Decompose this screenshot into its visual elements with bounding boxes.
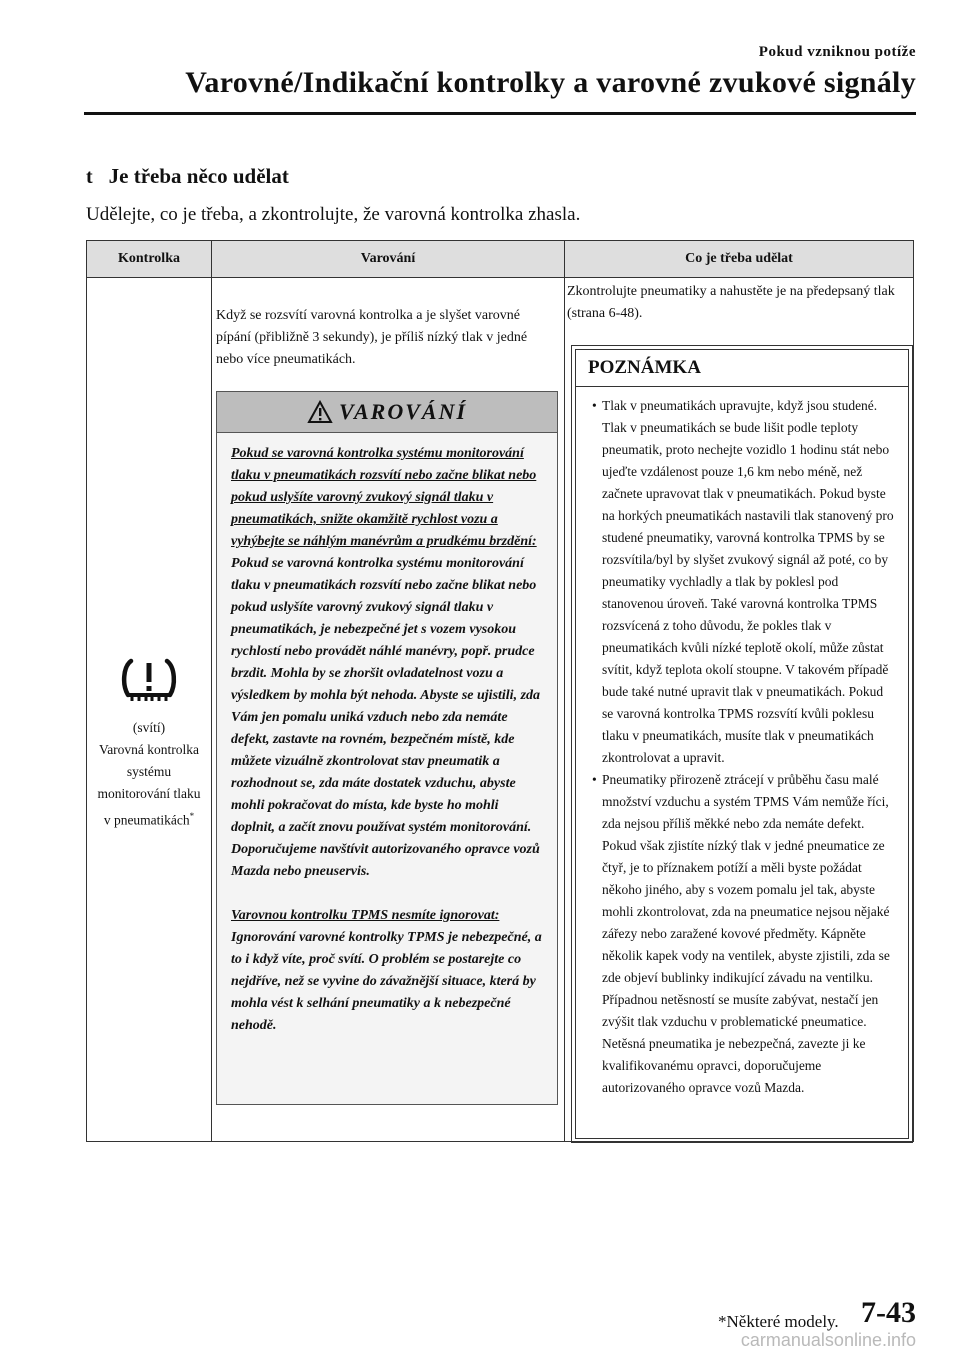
action-cell [565,277,913,1141]
warning-box-title: VAROVÁNÍ [338,399,468,424]
page-number: 7-43 [861,1296,916,1329]
tpms-warning-icon [120,657,178,703]
warning-box-body [217,433,557,1037]
indicator-line: Varovná kontrolka [98,742,200,757]
footnote-mark: * [189,811,195,821]
warning-paragraph: Pokud se varovná kontrolka systému monitorování tlaku v pneumatikách rozsvítí nebo začne blikat nebo pokud uslyšíte varovný zvukový signál tlaku v pneumatikách, je nebezpečné jet s vozem vysokou rychlostí nebo provádět náhlé manévry, popř. prudce brzdit. Mohla by se zhoršit ovladatelnost vozu a výsledkem by mohla být nehoda. Abyste se ujistili, zda Vám jen pomalu uniká vzduch nebo zda nemáte defekt, zastavte na rovném, bezpečném místě, kde můžete vizuálně zkontrolovat stav pneumatik a rozhodnout se, zda máte dostatek vzduchu, abyste mohli pokračovat do místa, kde byste ho mohli doplnit, a začít znovu používat systém monitorování. Doporučujeme navštívit autorizovaného opravce vozů Mazda nebo pneuservis. [231,556,541,879]
warning-description: Když se rozsvítí varovná kontrolka a je slyšet varovné pípání (přibližně 3 sekundy), je příliš nízký tlak v jedné nebo více pneumatikách. [216,308,528,367]
footnote: *Některé modely. [718,1312,839,1331]
title-rule [84,112,916,115]
warning-emphasis: Varovnou kontrolku TPMS nesmíte ignorovat: [231,908,500,923]
action-description: Zkontrolujte pneumatiky a nahustěte je na předepsaný tlak (strana 6-48). [567,284,895,321]
indicator-line: v pneumatikách* [103,811,195,828]
chapter-label: Pokud vzniknou potíže [758,44,916,60]
warning-triangle-icon [307,400,333,424]
watermark: carmanualsonline.info [740,1330,916,1350]
column-header-warning: Varování [360,251,416,266]
indicator-cell [87,277,211,1141]
warning-box-header [217,392,557,433]
note-box-body [576,387,908,1099]
indicator-label [89,717,209,832]
indicator-line: systému [126,764,172,779]
section-bullet: t [86,166,93,188]
note-item: • Pneumatiky přirozeně ztrácejí v průběhu času malé množství vzduchu a systém TPMS Vám nemůže říci, zda nejsou příliš měkké nebo zda nemáte defekt. Pokud však zjistíte nízký tlak v jedné pneumatice ze čtyř, je to příznakem potíží a měli byste požádat někoho jiného, aby s vozem pomalu jel tak, abyste mohli zkontrolovat, zda na pneumatice nejsou nějaké zářezy nebo zaražené kovové předměty. Kápněte několik kapek vody na ventilek, abyste zjistili, zda se zde objeví bublinky indikující závadu na ventilku. Případnou netěsností se musíte zabývat, nestačí jen zvýšit tlak vzduchu v problematické pneumatice. Netěsná pneumatika je nebezpečná, zavezte ji ke kvalifikovanému opravci, doporučujeme autorizovaného opravce vozů Mazda. [592,772,890,1095]
warning-cell [212,277,564,1141]
note-box [571,345,913,1143]
section-heading [86,164,289,189]
section-heading-text: Je třeba něco udělat [108,164,289,188]
warning-emphasis: Pokud se varovná kontrolka systému monitorování tlaku v pneumatikách rozsvítí nebo začne blikat nebo pokud uslyšíte varovný zvukový signál tlaku v pneumatikách, snižte okamžitě rychlost vozu a vyhýbejte se náhlým manévrům a prudkému brzdění: [231,446,537,549]
warning-box [216,391,558,1105]
indicator-table [86,240,914,1142]
section-intro: Udělejte, co je třeba, a zkontrolujte, že varovná kontrolka zhasla. [86,204,581,225]
indicator-line: monitorování tlaku [97,786,201,801]
note-item: • Tlak v pneumatikách upravujte, když jsou studené. Tlak v pneumatikách se bude lišit podle teploty pneumatik, proto nechejte vozidlo 1 hodinu stát nebo ujeďte vzdálenost pouze 1,6 km nebo méně, než začnete upravovat tlak v pneumatikách. Pokud byste na horkých pneumatikách nastavili tlak stanovený pro studené pneumatiky, varovná kontrolka TPMS by se rozsvítila/byl by slyšet zvukový signál až poté, co by pneumatiky vychladly a tlak by poklesl pod stanovenou úroveň. Také varovná kontrolka TPMS rozsvícená z toho důvodu, že pokles tlak v pneumatikách kvůli nízké teplotě okolí, může zůstat svítit, když teplota okolí stoupne. V takovém případě bude také nutné upravit tlak v pneumatikách. Pokud se varovná kontrolka TPMS rozsvítí kvůli poklesu tlaku v pneumatikách, musíte tlak v pneumatikách zkontrolovat a upravit. [592,398,894,765]
warning-paragraph: Ignorování varovné kontrolky TPMS je nebezpečné, a to i když víte, proč svítí. O problém se postarejte co nejdříve, než se vyvine do závažnější situace, která by mohla vést k selhání pneumatiky a k nebezpečné nehodě. [231,930,542,1033]
column-header-indicator: Kontrolka [118,251,180,266]
note-box-title: POZNÁMKA [576,350,908,387]
page-title: Varovné/Indikační kontrolky a varovné zvukové signály [185,66,916,99]
column-header-action: Co je třeba udělat [685,251,793,266]
indicator-state: (svítí) [132,720,166,735]
